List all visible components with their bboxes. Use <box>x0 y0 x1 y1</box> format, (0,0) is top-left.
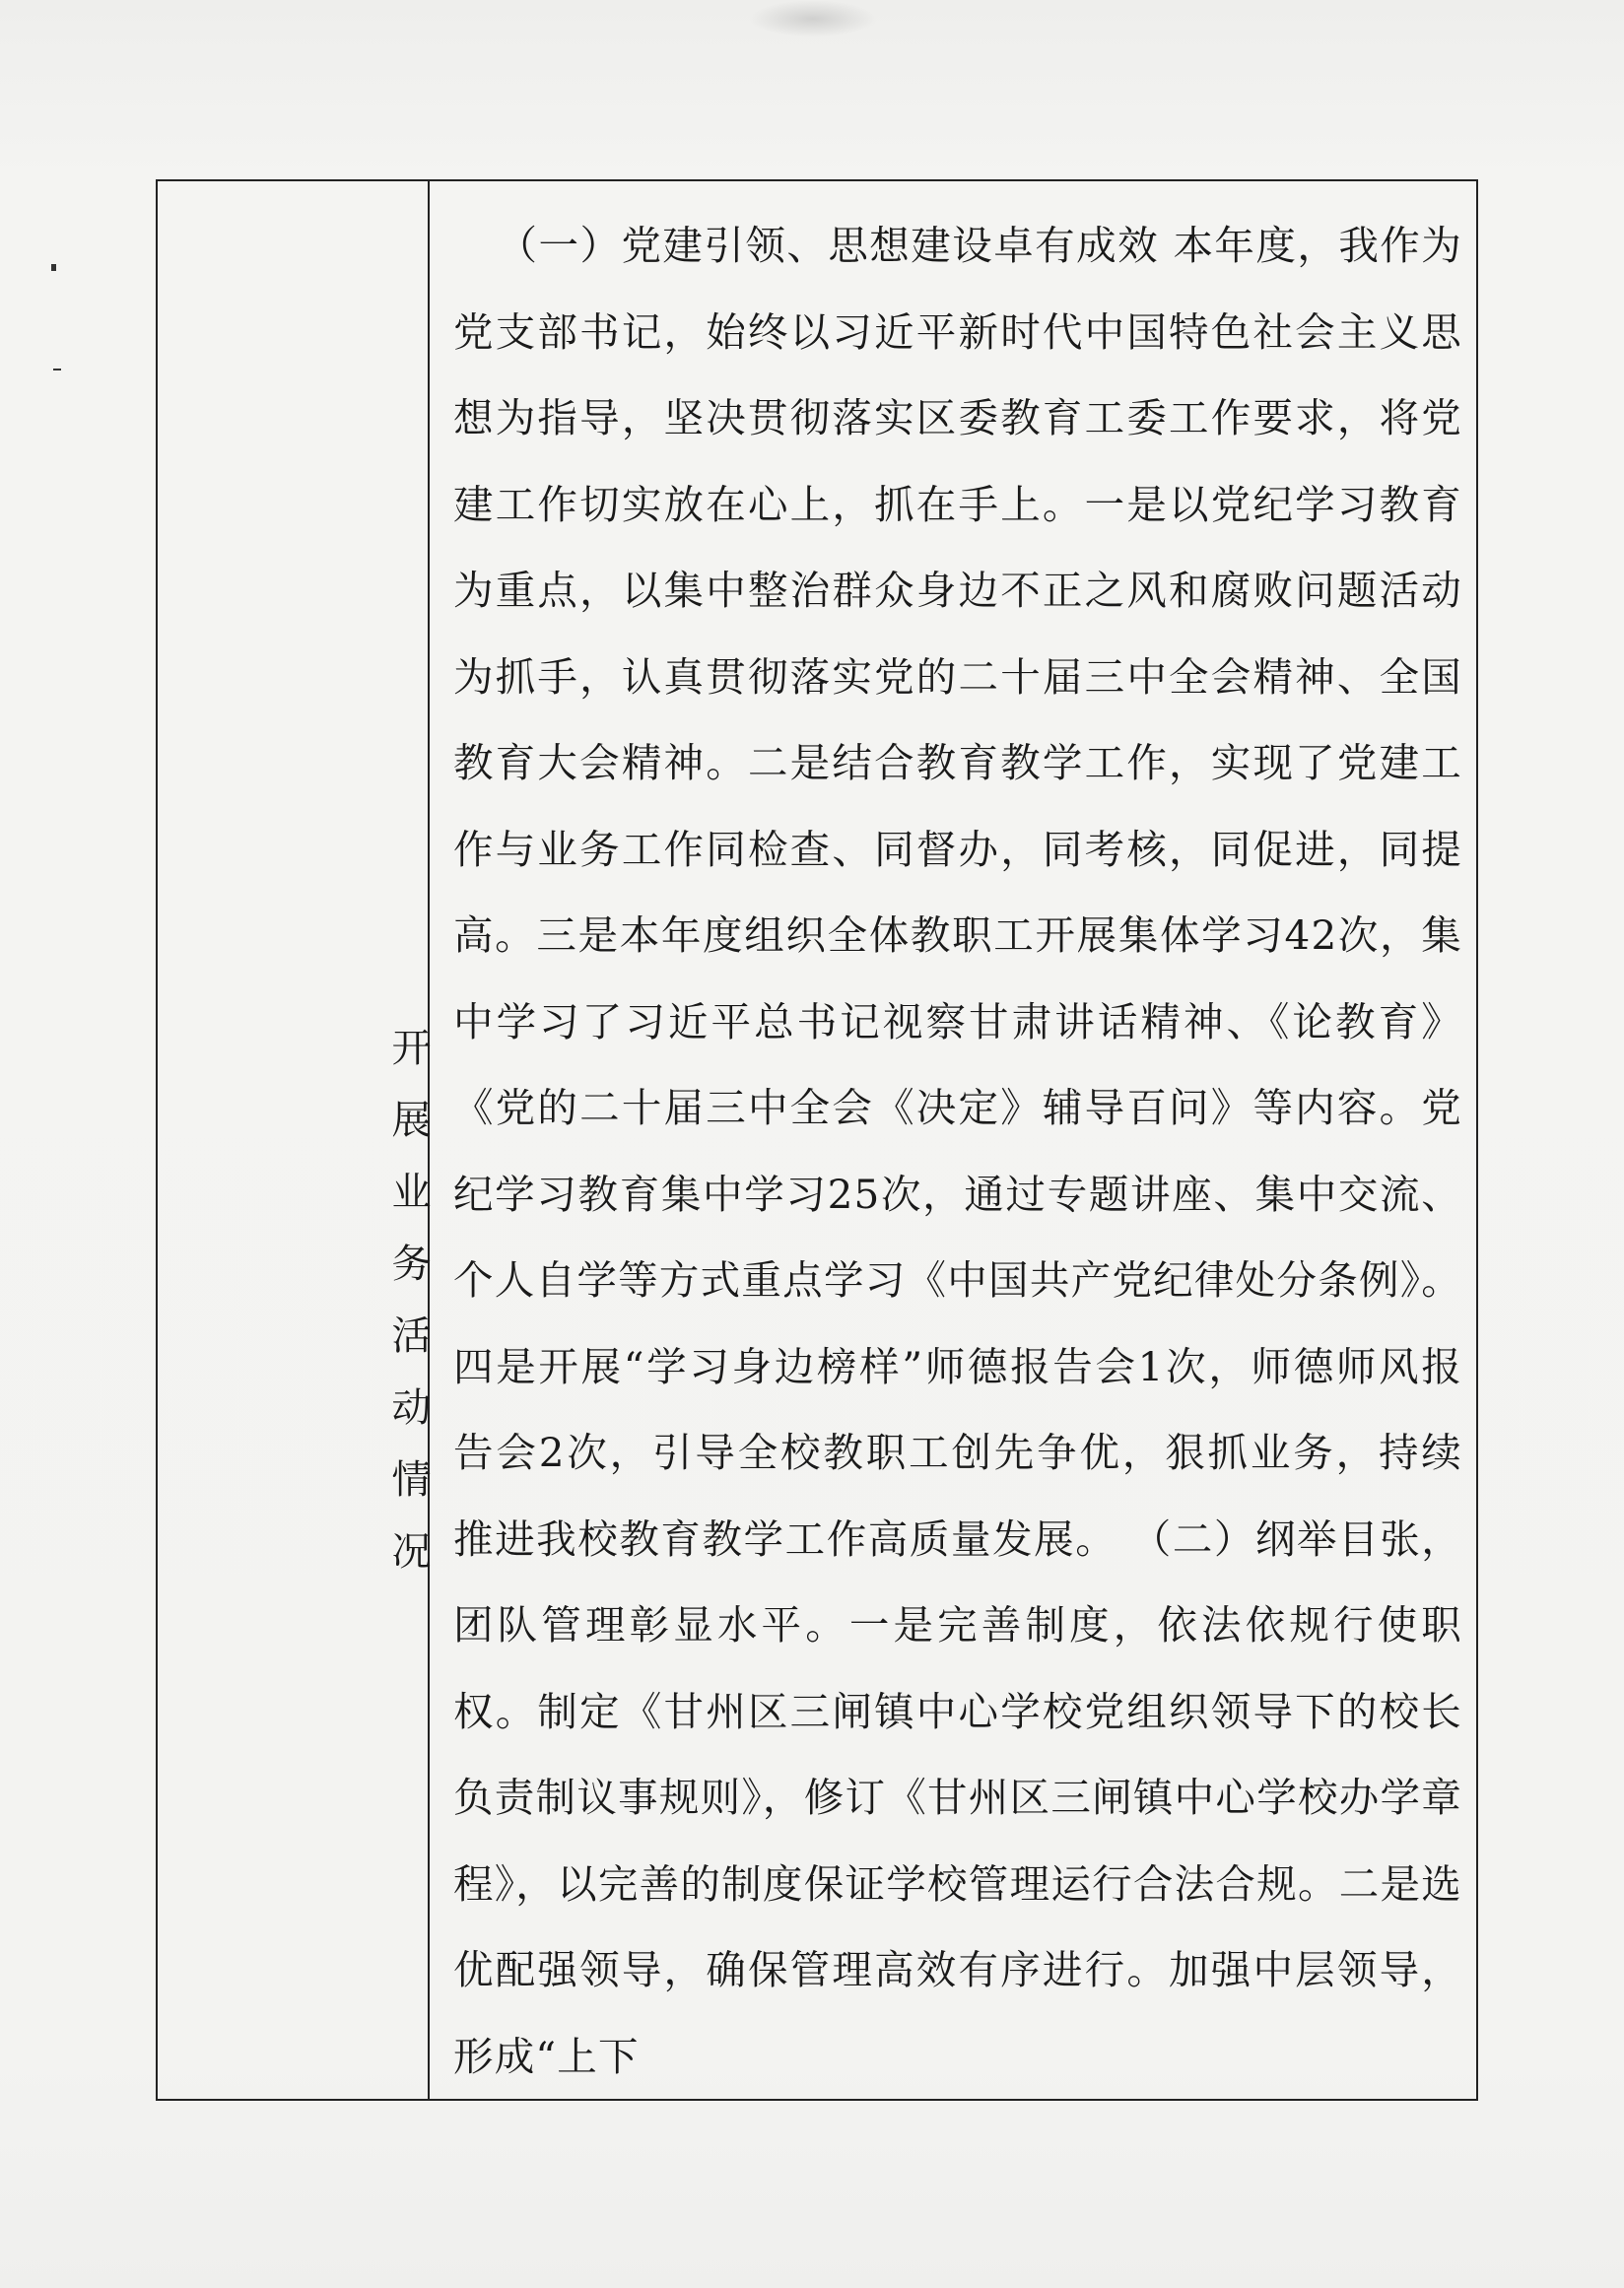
content-cell <box>430 181 1476 2099</box>
row-label-cell <box>158 181 430 2099</box>
scan-dash-mark <box>53 369 61 370</box>
row-label <box>158 989 431 1640</box>
scan-dot-mark <box>51 264 56 271</box>
row-label-text: 开展业务活动情况 <box>385 1027 431 1602</box>
report-table <box>156 179 1478 2101</box>
scan-bleed-mark <box>749 0 877 37</box>
activity-content: （一）党建引领、思想建设卓有成效 本年度，我作为党支部书记，始终以习近平新时代中国特色社会主义思想为指导，坚决贯彻落实区委教育工委工作要求，将党建工作切实放在心上，抓在手上。一是以党纪学习教育为重点，以集中整治群众身边不正之风和腐败问题活动为抓手，认真贯彻落实党的二十届三中全会精神、全国教育大会精神。二是结合教育教学工作，实现了党建工作与业务工作同检查、同督办，同考核，同促进，同提高。三是本年度组织全体教职工开展集体学习42次，集中学习了习近平总书记视察甘肃讲话精神、《论教育》《党的二十届三中全会《决定》辅导百问》等内容。党纪学习教育集中学习25次，通过专题讲座、集中交流、个人自学等方式重点学习《中国共产党纪律处分条例》。四是开展“学习身边榜样”师德报告会1次，师德师风报告会2次，引导全校教职工创先争优，狠抓业务，持续推进我校教育教学工作高质量发展。 （二）纲举目张，团队管理彰显水平。一是完善制度，依法依规行使职权。制定《甘州区三闸镇中心学校党组织领导下的校长负责制议事规则》，修订《甘州区三闸镇中心学校办学章程》，以完善的制度保证学校管理运行合法合规。二是选优配强领导，确保管理高效有序进行。加强中层领导，形成“上下 <box>453 222 1462 2080</box>
